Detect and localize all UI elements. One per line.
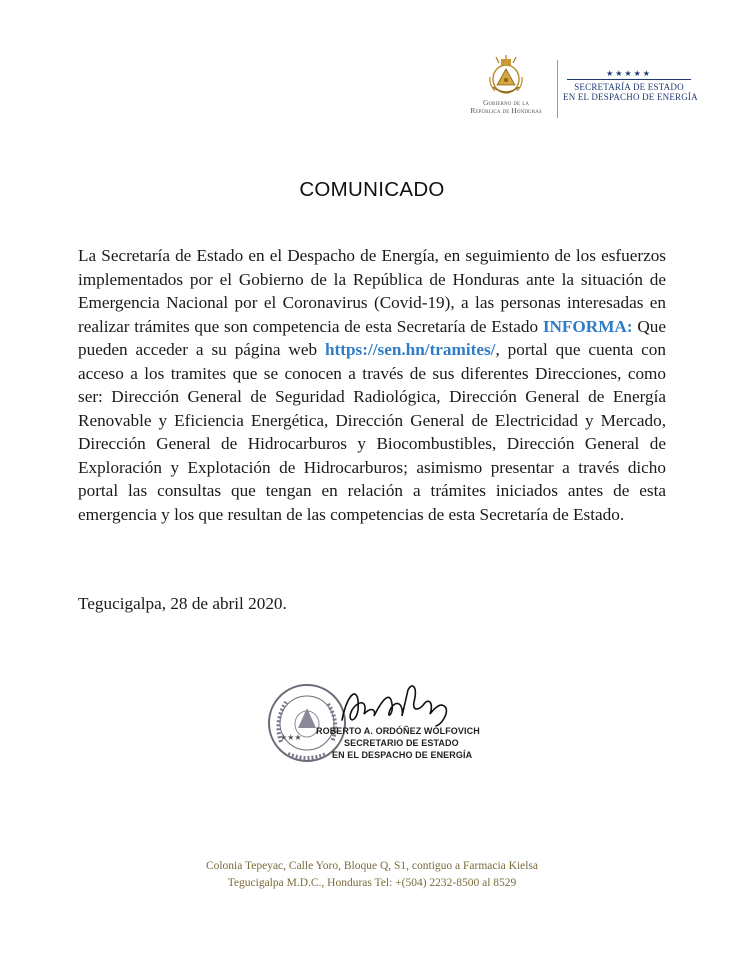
footer-line1: Colonia Tepeyac, Calle Yoro, Bloque Q, S1, contiguo a Farmacia Kielsa — [205, 860, 539, 872]
letterhead — [460, 55, 700, 125]
communique-body — [78, 244, 666, 526]
informa-highlight: INFORMA: — [542, 316, 633, 336]
svg-text:★★★: ★★★ — [280, 733, 302, 742]
body-part1: La Secretaría de Estado en el Despacho de Energía, en seguimiento de los esfuerzos implementados por el Gobierno de la República de Honduras ante la situación de Emergencia Nacional por el Coronavirus (Covid-19), a las personas interesadas en realizar trámites que son competencia de esta Secretaría de Estado — [78, 246, 666, 336]
signer-name: ROBERTO A. ORDÓÑEZ WOLFOVICH — [316, 726, 480, 736]
secretaria-line2: EN EL DESPACHO DE ENERGÍA — [563, 92, 698, 102]
body-part3: , portal que cuenta con acceso a los tramites que se conocen a través de sus diferentes Direcciones, como ser: Dirección General de Seguridad Radiológica, Dirección General de Energía Renovable y Eficiencia Energética, Dirección General de Electricidad y Mercado, Dirección General de Hidrocarburos y Biocombustibles, Dirección General de Exploración y Explotación de Hidrocarburos; asimismo presentar a través dicho portal las consultas que tengan en relación a trámites iniciados antes de esta emergencia y los que resultan de las competencias de esta Secretaría de Estado. — [78, 340, 666, 524]
secretaria-block — [563, 69, 698, 102]
body-paragraph — [78, 244, 666, 526]
handwritten-signature — [338, 680, 458, 730]
honduras-coat-of-arms-icon — [487, 55, 525, 97]
signer-office: EN EL DESPACHO DE ENERGÍA — [332, 750, 473, 760]
stars-icon: ★★★★★ — [606, 69, 652, 78]
gov-name-line1: Gobierno de la — [482, 98, 530, 107]
header-divider — [557, 60, 558, 118]
tramites-link[interactable]: https://sen.hn/tramites/ — [324, 340, 496, 359]
footer-address — [0, 858, 744, 892]
government-logo — [460, 55, 552, 115]
document-date: Tegucigalpa, 28 de abril 2020. — [78, 594, 287, 613]
gov-name-line2: República de Honduras — [470, 106, 542, 115]
header-rule — [567, 79, 691, 80]
document-title: COMUNICADO — [299, 178, 445, 201]
secretaria-line1: SECRETARÍA DE ESTADO — [574, 82, 684, 92]
body-part2: Que pueden acceder a su página web — [78, 316, 666, 359]
signer-title: SECRETARIO DE ESTADO — [344, 738, 459, 748]
footer-line2: Tegucigalpa M.D.C., Honduras Tel: +(504) 2232-8500 al 8529 — [227, 877, 517, 889]
signature-block — [266, 680, 516, 780]
